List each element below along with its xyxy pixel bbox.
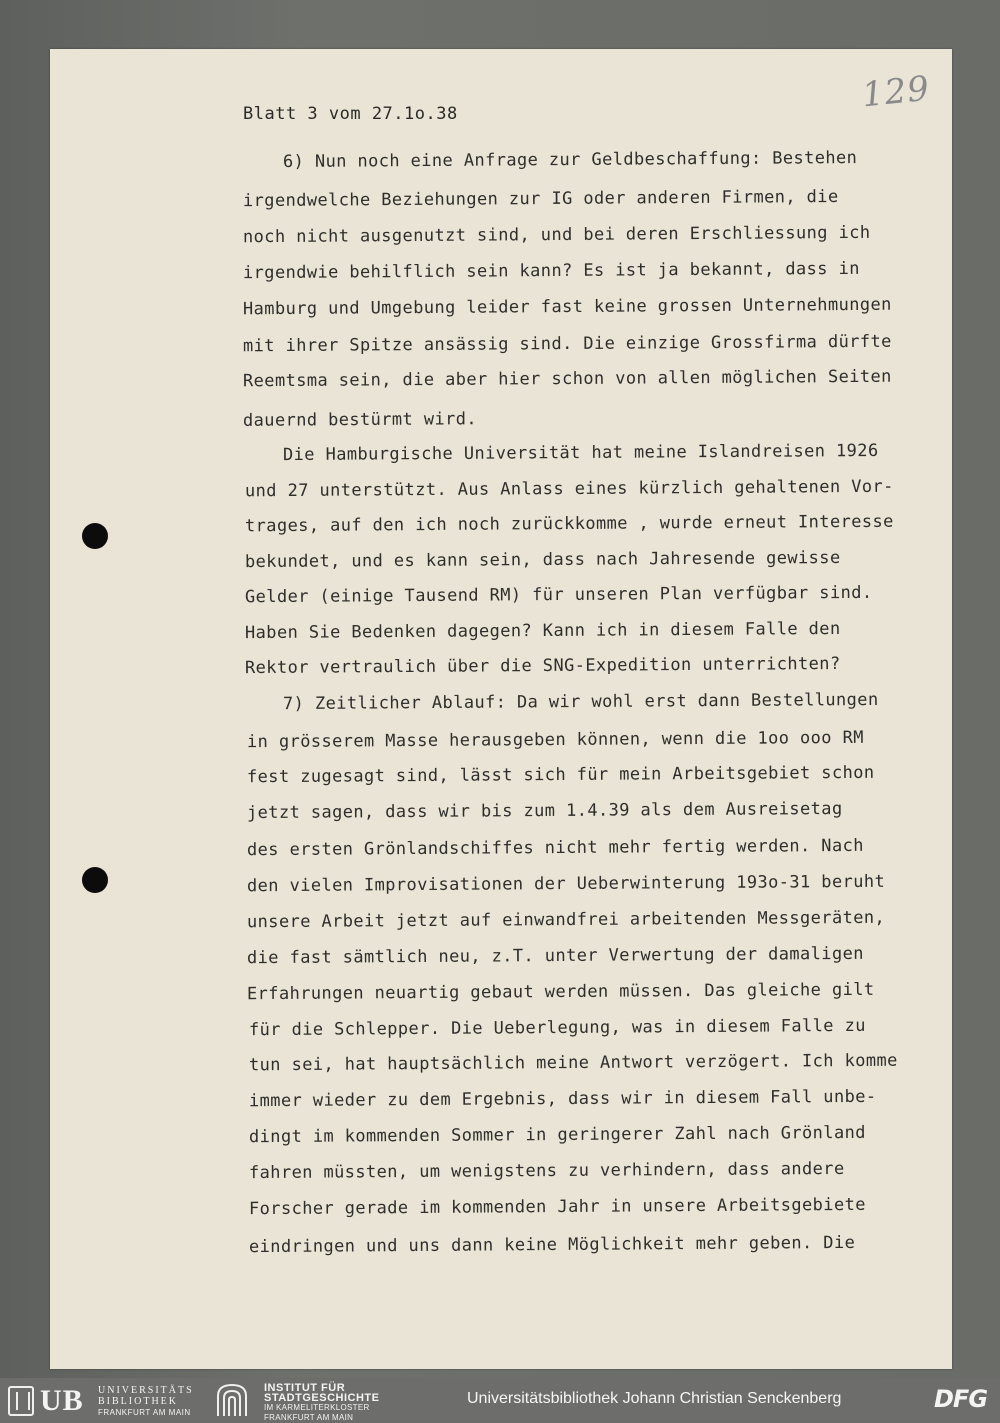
text-line: Erfahrungen neuartig gebaut werden müssen. Das gleiche gilt <box>246 979 875 1005</box>
ub-logo-line: BIBLIOTHEK <box>98 1396 178 1407</box>
text-line: dauernd bestürmt wird. <box>242 409 478 431</box>
ub-logo-icon <box>8 1386 34 1416</box>
text-line: noch nicht ausgenutzt sind, und bei deren Erschliessung ich <box>242 222 871 248</box>
page-number: 129 <box>860 68 932 116</box>
text-line: mit ihrer Spitze ansässig sind. Die einzige Grossfirma dürfte <box>242 331 892 357</box>
ub-logo-text <box>98 1385 194 1418</box>
text-line: eindringen und uns dann keine Möglichkeit mehr geben. Die <box>248 1232 856 1258</box>
footer-bar <box>0 1378 1000 1422</box>
text-line: tun sei, hat hauptsächlich meine Antwort verzögert. Ich komme <box>248 1050 898 1076</box>
text-line: Hamburg und Umgebung leider fast keine grossen Unternehmungen <box>242 294 892 320</box>
text-line: jetzt sagen, dass wir bis zum 1.4.39 als dem Ausreisetag <box>246 798 843 824</box>
library-caption: Universitätsbibliothek Johann Christian Senckenberg <box>467 1390 842 1407</box>
isg-logo-line: INSTITUT FÜR <box>264 1382 346 1394</box>
text-line: und 27 unterstützt. Aus Anlass eines kürzlich gehaltenen Vor- <box>244 476 894 502</box>
text-line: in grösserem Masse herausgeben können, wenn die 1oo ooo RM <box>246 727 864 753</box>
isg-logo-text <box>264 1383 379 1423</box>
text-line: fest zugesagt sind, lässt sich für mein Arbeitsgebiet schon <box>246 762 875 788</box>
text-line: irgendwelche Beziehungen zur IG oder anderen Firmen, die <box>242 186 839 212</box>
text-line: den vielen Improvisationen der Ueberwinterung 193o-31 beruht <box>246 871 886 897</box>
text-line: unsere Arbeit jetzt auf einwandfrei arbeitenden Messgeräten, <box>246 907 886 933</box>
text-line: Die Hamburgische Universität hat meine Islandreisen 1926 <box>282 440 879 466</box>
text-line: Gelder (einige Tausend RM) für unseren Plan verfügbar sind. <box>244 582 873 608</box>
text-line: Forscher gerade im kommenden Jahr in unsere Arbeitsgebiete <box>248 1194 866 1220</box>
text-line: irgendwie behilflich sein kann? Es ist ja bekannt, dass in <box>242 258 860 284</box>
text-line: Reemtsma sein, die aber hier schon von allen möglichen Seiten <box>242 366 892 392</box>
page-header: Blatt 3 vom 27.1o.38 <box>243 104 458 124</box>
text-line: Haben Sie Bedenken dagegen? Kann ich in diesem Falle den <box>244 618 841 644</box>
ub-logo-letters: UB <box>40 1384 84 1417</box>
text-line: immer wieder zu dem Ergebnis, dass wir in diesem Fall unbe- <box>248 1086 877 1112</box>
dfg-logo: DFG <box>934 1385 988 1413</box>
ub-logo-line: UNIVERSITÄTS <box>98 1385 194 1396</box>
isg-logo-line: IM KARMELITERKLOSTER <box>264 1403 370 1412</box>
punch-hole <box>82 867 108 893</box>
ub-logo-line: FRANKFURT AM MAIN <box>98 1408 191 1417</box>
text-line: 6) Nun noch eine Anfrage zur Geldbeschaffung: Bestehen <box>282 147 858 173</box>
text-line: dingt im kommenden Sommer in geringerer Zahl nach Grönland <box>248 1122 866 1148</box>
text-line: des ersten Grönlandschiffes nicht mehr fertig werden. Nach <box>246 835 864 861</box>
text-line: bekundet, und es kann sein, dass nach Jahresende gewisse <box>244 547 841 573</box>
text-line: 7) Zeitlicher Ablauf: Da wir wohl erst dann Bestellungen <box>282 689 879 715</box>
isg-logo-line: STADTGESCHICHTE <box>264 1392 380 1404</box>
punch-hole <box>82 523 108 549</box>
isg-logo-line: FRANKFURT AM MAIN <box>264 1413 354 1422</box>
text-line: die fast sämtlich neu, z.T. unter Verwertung der damaligen <box>246 943 864 969</box>
isg-logo-icon <box>215 1382 249 1418</box>
text-line: trages, auf den ich noch zurückkomme , wurde erneut Interesse <box>244 511 894 537</box>
text-line: Rektor vertraulich über die SNG-Expedition unterrichten? <box>244 653 841 679</box>
text-line: für die Schlepper. Die Ueberlegung, was in diesem Falle zu <box>248 1015 866 1041</box>
text-line: fahren müssten, um wenigstens zu verhindern, dass andere <box>248 1158 845 1184</box>
